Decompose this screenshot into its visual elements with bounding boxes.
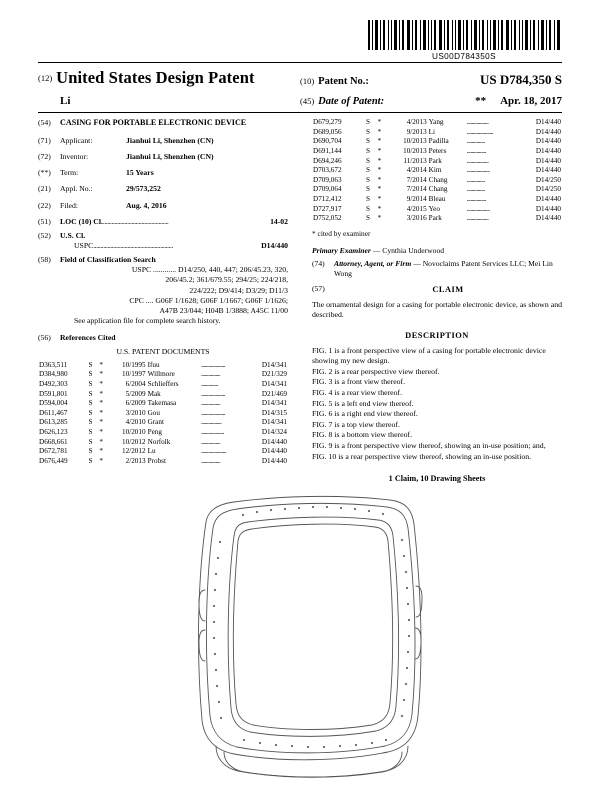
patent-dots: .................... (201, 389, 225, 398)
patent-dots: ................ (201, 370, 221, 379)
uspc-dots: ........................................................ (93, 241, 173, 251)
patent-class: D14/440 (535, 146, 561, 155)
patent-number: D626,123 (39, 428, 68, 437)
term-stars: ** (475, 95, 487, 107)
patent-assignee: Yeo (428, 204, 440, 213)
patent-assignee: Chang (428, 175, 448, 184)
patent-star: * (377, 214, 382, 223)
patent-assignee: Park (428, 156, 442, 165)
patent-dots: ............... (466, 185, 485, 194)
field-term (38, 168, 288, 178)
patent-class: D14/315 (261, 408, 287, 417)
patent-number: D384,980 (39, 370, 68, 379)
patent-class: D14/341 (261, 360, 287, 369)
patent-kind: S (365, 137, 370, 146)
field-21 (38, 184, 288, 194)
patent-star: * (377, 204, 382, 213)
focs-line-4: CPC .... G06F 1/1628; G06F 1/1667; G06F 1/1626; (129, 295, 288, 305)
patent-class: D14/324 (261, 428, 287, 437)
term-label: Term: (60, 168, 79, 178)
focs-line-5: A47B 23/044; H04B 1/3888; A45C 11/00 (159, 305, 288, 315)
patent-date: 6/2009 (125, 399, 146, 408)
patent-number: D363,511 (39, 360, 68, 369)
barcode-number: US00D784350S (432, 52, 496, 61)
table-row (312, 166, 562, 176)
table-row (38, 438, 288, 448)
patent-assignee: Yang (428, 118, 444, 126)
date-value: Apr. 18, 2017 (500, 95, 562, 107)
table-row (312, 214, 562, 224)
patent-number: D703,672 (313, 166, 342, 175)
term-value: 15 Years (126, 168, 154, 178)
field-58 (38, 255, 288, 326)
patent-assignee: Takemasa (147, 399, 177, 408)
patent-class: D14/440 (261, 447, 287, 456)
patent-kind: S (365, 156, 370, 165)
patent-kind: S (365, 214, 370, 223)
patent-drawing (38, 490, 562, 790)
loc-label: LOC (10) Cl. (60, 216, 103, 226)
patent-number: D613,285 (39, 418, 68, 427)
patent-class: D14/440 (535, 127, 561, 136)
patent-kind: S (88, 360, 93, 369)
patent-dots: ................ (201, 456, 221, 465)
table-row (38, 370, 288, 380)
table-row (312, 118, 562, 128)
table-row (312, 147, 562, 157)
figure-description: FIG. 8 is a bottom view thereof. (312, 430, 413, 440)
patent-star: * (99, 447, 103, 456)
patent-number: D492,303 (39, 379, 68, 388)
patent-number: D727,917 (313, 204, 342, 213)
patent-star: * (377, 127, 382, 136)
bibliographic-columns (38, 118, 562, 484)
references-cited-label: References Cited (60, 333, 116, 343)
primary-examiner-value: Cynthia Underwood (382, 245, 445, 255)
header-bottom-rule (38, 112, 562, 113)
patent-star: * (377, 175, 382, 184)
patent-kind: S (88, 418, 93, 427)
patent-date: 5/2009 (125, 389, 146, 398)
patent-class: D14/440 (535, 118, 561, 126)
barcode-icon (366, 20, 562, 50)
patent-class: D14/440 (535, 214, 561, 223)
table-row (38, 361, 288, 371)
patent-class: D21/469 (261, 389, 287, 398)
patent-star: * (99, 428, 103, 437)
patent-kind: S (88, 370, 93, 379)
table-row (312, 128, 562, 138)
table-row (312, 205, 562, 215)
patent-assignee: Kim (428, 166, 442, 175)
title-block (38, 68, 562, 107)
patent-star: * (377, 195, 382, 204)
patent-kind: S (365, 146, 370, 155)
field-57-num: (57) (312, 283, 325, 293)
patent-assignee: Li (428, 127, 436, 136)
focs-label: Field of Classification Search (60, 255, 156, 265)
patent-class: D21/329 (261, 370, 287, 379)
attorney-label: Attorney, Agent, or Firm (334, 259, 412, 269)
patent-star: * (377, 118, 382, 126)
patent-kind: S (365, 175, 370, 184)
patent-class: D14/440 (261, 456, 287, 465)
patent-dots: ................... (201, 428, 224, 437)
figure-description: FIG. 2 is a rear perspective view thereof. (312, 366, 440, 376)
patent-kind: S (365, 195, 370, 204)
patent-star: * (99, 456, 103, 465)
patent-star: * (99, 399, 103, 408)
field-21-num: (21) (38, 184, 51, 194)
uspc-label: USPC (74, 241, 94, 251)
patent-dots: .................. (466, 214, 489, 223)
patent-kind: S (365, 166, 370, 175)
patent-class: D14/341 (261, 379, 287, 388)
primary-examiner-line (312, 246, 562, 256)
patent-number: D676,449 (39, 456, 68, 465)
patent-number: D611,467 (39, 408, 68, 417)
figure-description: FIG. 5 is a left end view thereof. (312, 398, 414, 408)
claim-heading: CLAIM (432, 284, 464, 294)
patent-number: D690,704 (313, 137, 342, 146)
field-58-num: (58) (38, 255, 51, 265)
patent-date: 3/2010 (125, 408, 146, 417)
patent-date: 9/2013 (406, 127, 427, 136)
patent-star: * (377, 166, 382, 175)
patent-number: D691,144 (313, 146, 342, 155)
field-term-num: (**) (38, 168, 51, 178)
patent-dots: ................. (201, 418, 222, 427)
loc-dots: .............................................. (102, 216, 169, 226)
patent-date: 7/2014 (406, 185, 427, 194)
patent-assignee: Park (428, 214, 442, 223)
figure-description: FIG. 1 is a front perspective view of a casing for portable electronic device showing my new design. (312, 345, 546, 366)
patent-dots: .............. (201, 379, 218, 388)
cited-by-examiner-note: * cited by examiner (312, 229, 371, 239)
patent-dots: .................. (466, 118, 489, 126)
patent-star: * (377, 156, 382, 165)
patent-star: * (99, 408, 103, 417)
us-patent-documents-table-continued (312, 118, 562, 224)
primary-examiner-label: Primary Examiner (312, 245, 371, 255)
field-72-num: (72) (38, 152, 51, 162)
us-cl-label: U.S. Cl. (60, 230, 86, 240)
kind-code: (12) (38, 73, 53, 83)
table-row (312, 185, 562, 195)
focs-line-3: 224/222; D9/414; D3/29; D11/3 (189, 285, 288, 295)
patent-assignee: Bleau (428, 195, 446, 204)
patent-dots: ................... (466, 166, 490, 175)
patent-class: D14/440 (261, 437, 287, 446)
field-56-num: (56) (38, 333, 51, 343)
patent-kind: S (88, 456, 93, 465)
date-label: Date of Patent: (318, 96, 385, 107)
patent-no-value: US D784,350 S (480, 72, 562, 87)
patent-kind: S (365, 127, 370, 136)
patent-kind: S (88, 428, 93, 437)
patent-number: D668,661 (39, 437, 68, 446)
patent-number: D591,801 (39, 389, 68, 398)
appl-no-value: 29/573,252 (126, 184, 161, 194)
patent-date: 4/2010 (125, 418, 146, 427)
patent-dots: .................... (201, 408, 225, 417)
patent-star: * (99, 379, 103, 388)
field-56 (38, 333, 288, 343)
patent-date: 3/2016 (406, 214, 427, 223)
focs-line-1: USPC ............ D14/250, 440, 447; 206/45.23, 320, (131, 265, 288, 275)
patent-assignee: Probst (147, 456, 166, 465)
description-heading: DESCRIPTION (405, 330, 469, 340)
patent-assignee: Schlieffers (147, 379, 179, 388)
patent-number: D594,004 (39, 399, 68, 408)
filed-value: Aug. 4, 2016 (126, 200, 167, 210)
patent-class: D14/440 (535, 166, 561, 175)
patent-assignee: Chang (428, 185, 448, 194)
figure-description: FIG. 4 is a rear view thereof. (312, 388, 403, 397)
patent-assignee: Willmore (147, 370, 175, 379)
patent-kind: S (88, 447, 93, 456)
us-patent-documents-table (38, 361, 288, 467)
table-row (312, 176, 562, 186)
patent-class: D14/250 (535, 175, 561, 184)
date-code: (45) (300, 96, 315, 106)
table-row (38, 409, 288, 419)
patent-assignee: Gou (147, 408, 160, 417)
figure-description: FIG. 6 is a right end view thereof. (312, 409, 418, 419)
patent-date: 10/2013 (403, 146, 427, 155)
figure-description: FIG. 10 is a rear perspective view thereof, showing an in-use position. (312, 451, 532, 461)
patent-class: D14/440 (535, 156, 561, 165)
patent-kind: S (365, 204, 370, 213)
patent-dots: ...................... (466, 127, 494, 136)
focs-line-2: 206/45.2; 361/679.55; 294/25; 224/218, (165, 275, 288, 285)
figure-description: FIG. 9 is a front perspective view thereof, showing an in-use position; and, (312, 440, 546, 450)
page-title: United States Design Patent (56, 68, 255, 87)
table-row (312, 157, 562, 167)
patent-no-label: Patent No.: (318, 76, 369, 87)
patent-date: 4/2014 (406, 166, 427, 175)
figure-description: FIG. 7 is a top view thereof. (312, 419, 400, 429)
table-row (38, 418, 288, 428)
field-51 (38, 217, 288, 227)
loc-value: 14-02 (270, 216, 288, 226)
patent-star: * (99, 360, 103, 369)
table-row (312, 195, 562, 205)
table-row (38, 380, 288, 390)
patent-date: 4/2013 (406, 118, 427, 126)
patent-date: 6/2004 (125, 379, 146, 388)
patent-date: 12/2012 (122, 447, 146, 456)
patent-assignee: Lu (147, 447, 156, 456)
patent-star: * (377, 185, 382, 194)
patent-assignee: Mak (147, 389, 161, 398)
field-71 (38, 136, 288, 146)
patent-class: D14/341 (261, 418, 287, 427)
table-row (38, 399, 288, 409)
patent-dots: ................ (201, 437, 221, 446)
field-54-num: (54) (38, 118, 51, 127)
us-patent-documents-heading: U.S. PATENT DOCUMENTS (116, 347, 210, 357)
attorney-line (312, 259, 562, 280)
patent-no-code: (10) (300, 76, 315, 86)
table-row (312, 137, 562, 147)
patent-star: * (99, 437, 103, 446)
patent-star: * (377, 137, 382, 146)
patent-dots: ................ (201, 399, 221, 408)
patent-date: 10/2010 (122, 428, 146, 437)
table-row (38, 457, 288, 467)
patent-date: 10/2013 (403, 137, 427, 146)
uspc-value: D14/440 (261, 241, 288, 251)
patent-class: D14/440 (535, 195, 561, 204)
table-row (38, 447, 288, 457)
patent-assignee: Ifuu (147, 360, 160, 369)
inventor-value: Jianhui Li, Shenzhen (CN) (126, 152, 214, 162)
patent-assignee: Grant (147, 418, 164, 427)
patent-star: * (99, 370, 103, 379)
claim-block (312, 284, 562, 295)
filed-label: Filed: (60, 200, 78, 210)
patent-kind: S (88, 379, 93, 388)
patent-date: 2/2013 (125, 456, 146, 465)
field-22 (38, 201, 288, 211)
patent-assignee: Peng (147, 428, 162, 437)
patent-number: D712,412 (313, 195, 342, 204)
table-row (38, 390, 288, 400)
patent-star: * (99, 418, 103, 427)
patent-dots: .................. (466, 156, 489, 165)
patent-class: D14/440 (535, 137, 561, 146)
patent-number: D679,279 (313, 118, 342, 126)
patent-date: 10/1995 (122, 360, 146, 369)
patent-class: D14/341 (261, 399, 287, 408)
patent-dots: ................... (466, 204, 490, 213)
invention-title: CASING FOR PORTABLE ELECTRONIC DEVICE (60, 118, 247, 127)
inventor-name: Li (60, 95, 71, 107)
patent-star: * (377, 146, 382, 155)
field-52 (38, 231, 288, 251)
patent-dots: .................... (201, 360, 225, 369)
patent-dots: ................ (466, 195, 486, 204)
right-column (312, 118, 562, 485)
field-51-num: (51) (38, 216, 51, 226)
patent-assignee: Peters (428, 146, 447, 155)
patent-number: D709,064 (313, 185, 342, 194)
patent-kind: S (88, 408, 93, 417)
patent-assignee: Padilla (428, 137, 449, 146)
patent-date: 9/2014 (406, 195, 427, 204)
patent-number: D672,781 (39, 447, 68, 456)
patent-dots: ................ (466, 146, 486, 155)
patent-number: D689,056 (313, 127, 342, 136)
patent-star: * (99, 389, 103, 398)
table-row (38, 428, 288, 438)
patent-class: D14/440 (535, 204, 561, 213)
patent-kind: S (365, 118, 370, 126)
patent-kind: S (365, 185, 370, 194)
patent-date: 10/1997 (122, 370, 146, 379)
patent-date: 4/2015 (406, 204, 427, 213)
patent-kind: S (88, 399, 93, 408)
patent-dots: ..................... (201, 447, 227, 456)
patent-dots: ............... (466, 175, 485, 184)
left-column (38, 118, 288, 467)
header-top-rule (38, 62, 562, 63)
claims-sheets-line: 1 Claim, 10 Drawing Sheets (388, 474, 486, 484)
inventor-label: Inventor: (60, 152, 89, 162)
patent-dots: ............... (466, 137, 485, 146)
patent-kind: S (88, 389, 93, 398)
casing-figure-icon (38, 490, 562, 790)
patent-class: D14/250 (535, 185, 561, 194)
claim-text: The ornamental design for a casing for portable electronic device, as shown and described. (312, 299, 562, 320)
field-71-num: (71) (38, 135, 51, 145)
patent-number: D752,052 (313, 214, 342, 223)
attorney-value: Novoclaims Patent Services LLC; Mei Lin Wong (334, 259, 553, 279)
primary-examiner-dash: — (370, 245, 383, 255)
attorney-dash: — (411, 259, 423, 269)
patent-kind: S (88, 437, 93, 446)
field-54 (38, 118, 288, 129)
field-74-num: (74) (312, 259, 325, 269)
barcode-block (366, 20, 562, 61)
field-52-num: (52) (38, 230, 51, 240)
figure-description: FIG. 3 is a front view thereof. (312, 377, 406, 387)
field-22-num: (22) (38, 200, 51, 210)
patent-number: D694,246 (313, 156, 342, 165)
focs-see-line: See application file for complete search history. (74, 316, 221, 326)
applicant-label: Applicant: (60, 135, 93, 145)
patent-date: 10/2012 (122, 437, 146, 446)
applicant-value: Jianhui Li, Shenzhen (CN) (126, 135, 214, 145)
patent-assignee: Norfolk (147, 437, 171, 446)
appl-no-label: Appl. No.: (60, 184, 93, 194)
field-72 (38, 152, 288, 162)
patent-date: 7/2014 (406, 175, 427, 184)
patent-number: D709,063 (313, 175, 342, 184)
patent-date: 11/2013 (403, 156, 427, 165)
